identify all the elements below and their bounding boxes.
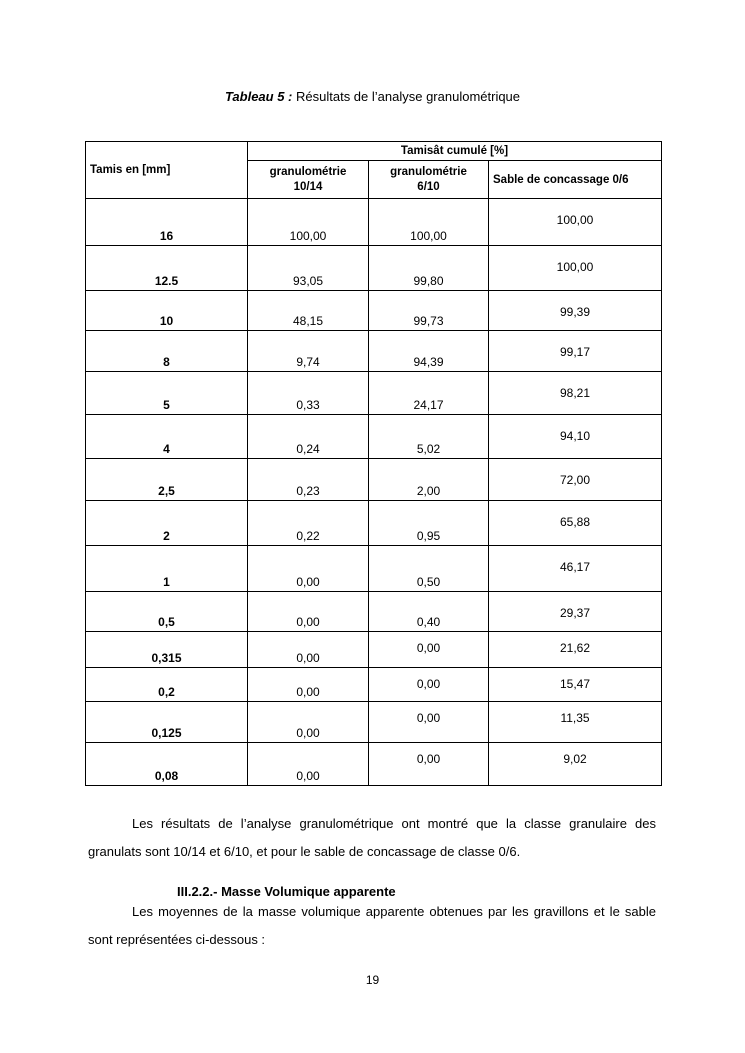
density-paragraph bbox=[88, 898, 656, 954]
sieve-cell: 12.5 bbox=[86, 246, 248, 291]
value-sand: 72,00 bbox=[489, 459, 662, 501]
sieve-cell: 2 bbox=[86, 501, 248, 546]
table-row bbox=[86, 415, 662, 459]
sieve-cell: 0,315 bbox=[86, 632, 248, 668]
value-sand: 21,62 bbox=[489, 632, 662, 668]
sieve-cell: 0,2 bbox=[86, 668, 248, 702]
header-cumulative-passing: Tamisât cumulé [%] bbox=[248, 142, 662, 161]
header-gravel-10-14 bbox=[248, 161, 369, 199]
header-sieve: Tamis en [mm] bbox=[86, 142, 248, 199]
value-6-10: 5,02 bbox=[369, 415, 489, 459]
value-6-10: 0,00 bbox=[369, 632, 489, 668]
value-sand: 15,47 bbox=[489, 668, 662, 702]
table-row bbox=[86, 632, 662, 668]
sieve-cell: 1 bbox=[86, 546, 248, 592]
header-crushed-sand: Sable de concassage 0/6 bbox=[489, 161, 662, 199]
value-10-14: 0,00 bbox=[248, 546, 369, 592]
value-10-14: 0,23 bbox=[248, 459, 369, 501]
sieve-cell: 16 bbox=[86, 199, 248, 246]
value-6-10: 94,39 bbox=[369, 331, 489, 372]
value-10-14: 0,00 bbox=[248, 668, 369, 702]
value-6-10: 24,17 bbox=[369, 372, 489, 415]
section-title: III.2.2.- Masse Volumique apparente bbox=[177, 884, 396, 899]
sieve-cell: 4 bbox=[86, 415, 248, 459]
header-gravel-10-14-line1: granulométrie bbox=[269, 165, 347, 178]
value-sand: 100,00 bbox=[489, 199, 662, 246]
value-10-14: 93,05 bbox=[248, 246, 369, 291]
sieve-cell: 0,125 bbox=[86, 702, 248, 743]
value-6-10: 0,40 bbox=[369, 592, 489, 632]
granulometry-table bbox=[85, 141, 662, 786]
caption-text: Résultats de l’analyse granulométrique bbox=[292, 89, 521, 104]
table-row bbox=[86, 291, 662, 331]
sieve-cell: 2,5 bbox=[86, 459, 248, 501]
value-10-14: 48,15 bbox=[248, 291, 369, 331]
table-row bbox=[86, 199, 662, 246]
sieve-cell: 10 bbox=[86, 291, 248, 331]
value-sand: 99,17 bbox=[489, 331, 662, 372]
value-sand: 11,35 bbox=[489, 702, 662, 743]
value-sand: 98,21 bbox=[489, 372, 662, 415]
density-paragraph-text: Les moyennes de la masse volumique apparente obtenues par les gravillons et le sable sont représentées ci-dessous : bbox=[88, 904, 656, 947]
value-10-14: 0,22 bbox=[248, 501, 369, 546]
value-10-14: 0,00 bbox=[248, 702, 369, 743]
page-number: 19 bbox=[365, 973, 380, 987]
table-row bbox=[86, 331, 662, 372]
results-paragraph bbox=[88, 810, 656, 866]
value-10-14: 9,74 bbox=[248, 331, 369, 372]
value-6-10: 99,73 bbox=[369, 291, 489, 331]
header-gravel-6-10-line1: granulométrie bbox=[390, 165, 467, 178]
value-sand: 65,88 bbox=[489, 501, 662, 546]
table-row bbox=[86, 459, 662, 501]
table-row bbox=[86, 592, 662, 632]
table-row bbox=[86, 372, 662, 415]
header-gravel-6-10 bbox=[369, 161, 489, 199]
value-6-10: 0,95 bbox=[369, 501, 489, 546]
header-gravel-10-14-line2: 10/14 bbox=[293, 180, 323, 193]
value-6-10: 2,00 bbox=[369, 459, 489, 501]
value-6-10: 100,00 bbox=[369, 199, 489, 246]
table-row bbox=[86, 246, 662, 291]
sieve-cell: 5 bbox=[86, 372, 248, 415]
table-row bbox=[86, 702, 662, 743]
results-paragraph-text: Les résultats de l’analyse granulométrique ont montré que la classe granulaire des granulats sont 10/14 et 6/10, et pour le sable de concassage de classe 0/6. bbox=[88, 816, 656, 859]
value-10-14: 0,24 bbox=[248, 415, 369, 459]
value-6-10: 0,00 bbox=[369, 743, 489, 786]
sieve-cell: 0,08 bbox=[86, 743, 248, 786]
header-gravel-6-10-line2: 6/10 bbox=[417, 180, 440, 193]
caption-lead: Tableau 5 : bbox=[224, 89, 293, 104]
value-6-10: 0,00 bbox=[369, 668, 489, 702]
value-10-14: 0,33 bbox=[248, 372, 369, 415]
value-sand: 29,37 bbox=[489, 592, 662, 632]
table-row bbox=[86, 743, 662, 786]
sieve-cell: 8 bbox=[86, 331, 248, 372]
table-row bbox=[86, 501, 662, 546]
value-6-10: 0,50 bbox=[369, 546, 489, 592]
value-6-10: 0,00 bbox=[369, 702, 489, 743]
value-10-14: 100,00 bbox=[248, 199, 369, 246]
value-6-10: 99,80 bbox=[369, 246, 489, 291]
value-10-14: 0,00 bbox=[248, 632, 369, 668]
value-sand: 94,10 bbox=[489, 415, 662, 459]
table-caption bbox=[0, 89, 745, 104]
table-row bbox=[86, 668, 662, 702]
value-10-14: 0,00 bbox=[248, 592, 369, 632]
sieve-cell: 0,5 bbox=[86, 592, 248, 632]
value-10-14: 0,00 bbox=[248, 743, 369, 786]
value-sand: 9,02 bbox=[489, 743, 662, 786]
value-sand: 46,17 bbox=[489, 546, 662, 592]
table-row bbox=[86, 546, 662, 592]
value-sand: 100,00 bbox=[489, 246, 662, 291]
value-sand: 99,39 bbox=[489, 291, 662, 331]
